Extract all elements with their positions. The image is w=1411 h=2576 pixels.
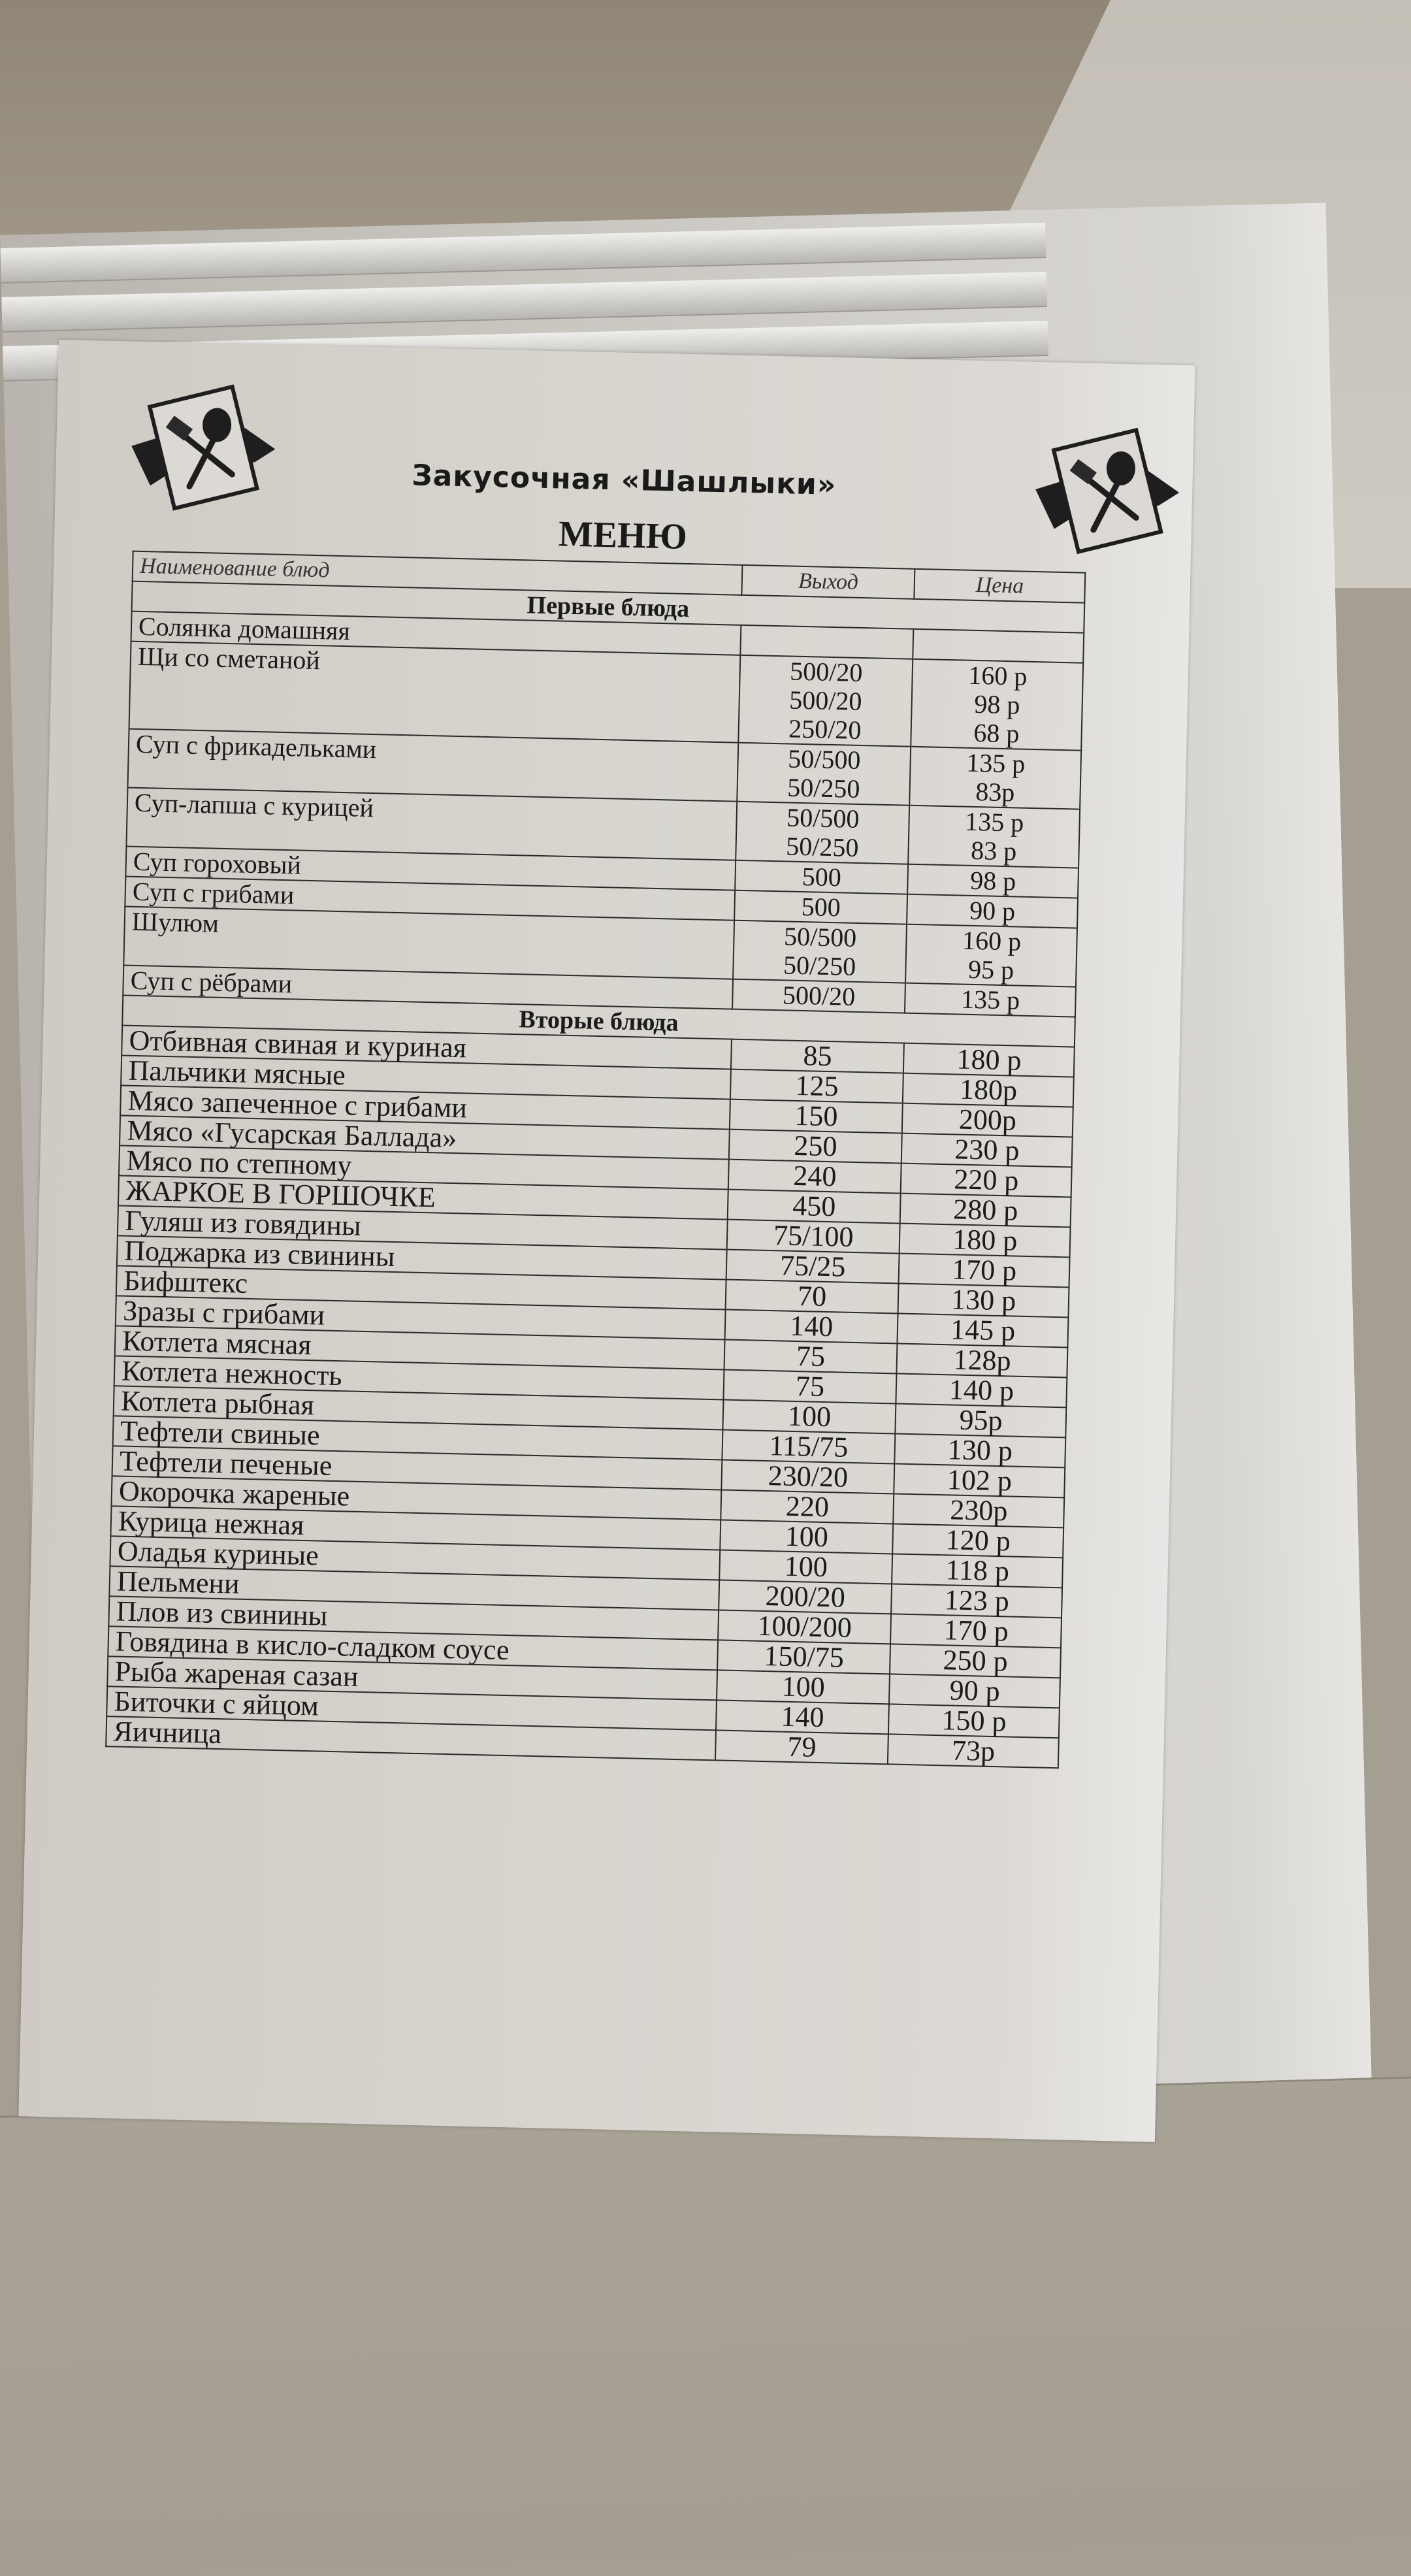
table-row: Суп с грибами 500 90 р [125, 877, 1078, 928]
dish-portion: 100 [722, 1399, 896, 1433]
table-row: Суп с фрикадельками 50/500 50/250 135 р 83р [127, 729, 1081, 809]
dish-price: 220 р [901, 1164, 1072, 1198]
section-header-second-courses: Вторые блюда [122, 995, 1075, 1047]
dish-name: Окорочка жареные [112, 1476, 722, 1520]
dish-name: Зразы с грибами [116, 1296, 726, 1339]
dish-name: Мясо по степному [119, 1145, 729, 1189]
dish-price: 123 р [891, 1584, 1062, 1618]
dish-price: 180 р [903, 1043, 1075, 1077]
holder-slot [0, 223, 1046, 284]
dish-portion: 75 [723, 1370, 897, 1404]
column-header-dish: Наименование блюд [133, 551, 743, 595]
holder-slot [1, 272, 1047, 333]
dish-portion: 125 [730, 1069, 904, 1103]
dish-portion: 115/75 [722, 1429, 896, 1463]
dish-name: Плов из свинины [108, 1596, 719, 1640]
table-row: Щи со сметаной 500/20 500/20 250/20 160 р 98 р 68 р [129, 642, 1084, 751]
dish-portion: 200/20 [719, 1580, 892, 1614]
dish-name: Бифштекс [116, 1265, 726, 1309]
dish-name: Поджарка из свинины [117, 1235, 727, 1279]
dish-name: Курица нежная [110, 1506, 721, 1550]
table-row: Суп-лапша с курицей 50/500 50/250 135 р 83 р [126, 788, 1080, 868]
dish-portion: 150/75 [717, 1640, 891, 1674]
table-row: Суп гороховый 500 98 р [125, 847, 1079, 898]
dish-name: Котлета нежность [114, 1356, 724, 1399]
dish-name: Котлета рыбная [114, 1386, 724, 1429]
dish-price: 150 р [888, 1704, 1060, 1738]
dish-price: 90 р [889, 1674, 1060, 1708]
menu-holder-lower-panel [0, 2076, 1411, 2576]
column-header-price: Цена [915, 569, 1086, 603]
dish-price: 280 р [900, 1194, 1071, 1228]
dish-portion: 70 [725, 1280, 899, 1314]
table-row: Солянка домашняя [131, 611, 1084, 663]
dish-name: Отбивная свиная и куриная [122, 1025, 732, 1069]
dish-portion: 140 [724, 1310, 898, 1344]
dish-price: 95р [896, 1403, 1067, 1437]
dish-portion: 100 [717, 1670, 890, 1704]
dish-portion: 75/25 [726, 1250, 900, 1284]
dish-name: Биточки с яйцом [106, 1686, 717, 1730]
dish-name: Рыба жареная сазан [107, 1656, 717, 1700]
dish-price: 200р [902, 1103, 1073, 1137]
dish-price: 128р [897, 1344, 1068, 1378]
dish-price: 130 р [895, 1433, 1066, 1467]
section-header-first-courses: Первые блюда [132, 581, 1085, 633]
dish-price: 170 р [890, 1614, 1062, 1648]
dish-portion: 150 [730, 1100, 903, 1133]
dish-name: Оладья куриные [110, 1536, 720, 1580]
dish-name: Тефтели свиные [113, 1416, 723, 1459]
dish-price: 118 р [892, 1554, 1063, 1588]
dish-name: Гуляш из говядины [118, 1205, 728, 1249]
dish-name: Тефтели печеные [112, 1446, 722, 1490]
table-row: Шулюм 50/500 50/250 160 р 95 р [123, 907, 1077, 987]
dish-price: 102 р [894, 1463, 1065, 1497]
dish-price: 250 р [890, 1644, 1061, 1678]
column-header-portion: Выход [741, 565, 915, 599]
dish-portion: 230/20 [721, 1459, 895, 1493]
dish-portion: 75 [724, 1340, 898, 1374]
dish-price: 140 р [896, 1374, 1067, 1408]
dish-portion: 100 [720, 1520, 894, 1554]
dish-portion: 250 [729, 1130, 903, 1164]
dish-name: Говядина в кисло-сладком соусе [108, 1626, 718, 1670]
menu-table [105, 551, 1086, 1769]
dish-price: 180 р [900, 1224, 1071, 1258]
dish-price: 145 р [898, 1314, 1069, 1348]
dish-name: Пальчики мясные [121, 1055, 731, 1099]
fork-spoon-badge-icon [123, 374, 284, 521]
menu-title: МЕНЮ [558, 514, 688, 557]
dish-name: Мясо «Гусарская Баллада» [120, 1115, 730, 1159]
dish-price: 130 р [898, 1284, 1069, 1318]
table-row: Суп с рёбрами 500/20 135 р [123, 965, 1076, 1017]
dish-portion: 100/200 [718, 1610, 892, 1644]
dish-name: Мясо запеченное с грибами [120, 1085, 730, 1129]
dish-price: 73р [888, 1734, 1059, 1768]
dish-portion: 220 [721, 1490, 894, 1524]
dish-price: 230р [894, 1493, 1065, 1527]
dish-portion: 85 [731, 1039, 905, 1073]
second-courses-body [106, 1025, 1075, 1768]
dish-price: 170 р [899, 1254, 1070, 1288]
dish-portion: 100 [719, 1550, 893, 1584]
dish-name: Пельмени [109, 1566, 719, 1610]
dish-portion: 450 [728, 1190, 901, 1224]
dish-price: 180р [903, 1073, 1074, 1107]
dish-portion: 75/100 [727, 1220, 901, 1254]
menu-sheet [18, 340, 1195, 2142]
dish-portion: 240 [728, 1160, 902, 1194]
dish-portion: 140 [716, 1700, 890, 1734]
dish-name: Котлета мясная [115, 1326, 725, 1369]
dish-name: Яичница [106, 1716, 716, 1760]
establishment-name: Закусочная «Шашлыки» [411, 459, 837, 502]
dish-price: 230 р [901, 1133, 1073, 1167]
dish-price: 120 р [893, 1524, 1064, 1557]
dish-name: ЖАРКОЕ В ГОРШОЧКЕ [118, 1175, 728, 1219]
dish-portion: 79 [715, 1730, 889, 1764]
